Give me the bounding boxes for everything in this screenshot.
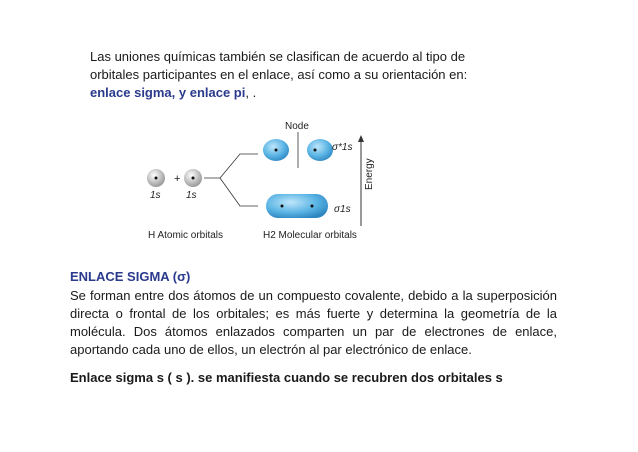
energy-label: Energy <box>364 158 375 190</box>
bonding-orbital <box>266 194 328 218</box>
bond-types-highlight: enlace sigma, y enlace pi <box>90 85 246 100</box>
sigma-description: Se forman entre dos átomos de un compuesto covalente, debido a la superposición directa o frontal de los orbitales; es más fuerte y determina la geometría de la molécula. Dos átomos enlazados comparten un par de electrones de enlace, aportando cada uno de ellos, un electrón al par electrónico de enlace. <box>70 288 557 357</box>
atomic-orbitals-caption: H Atomic orbitals <box>148 230 224 241</box>
nucleus-dot <box>192 177 195 180</box>
sigma-s-statement: Enlace sigma s ( s ). se manifiesta cuando se recubren dos orbitales s <box>70 370 503 385</box>
intro-line-1: Las uniones químicas también se clasifican de acuerdo al tipo de <box>90 49 466 64</box>
plus-sign: + <box>174 173 181 185</box>
node-label: Node <box>285 121 309 132</box>
energy-arrowhead <box>358 135 364 142</box>
molecular-orbital-diagram <box>140 118 390 248</box>
nucleus-dot <box>311 205 314 208</box>
atom-label-left: 1s <box>150 190 161 201</box>
intro-tail: , . <box>245 85 257 100</box>
bonding-label: σ1s <box>334 204 351 215</box>
intro-paragraph <box>90 48 510 102</box>
combination-line <box>204 154 258 178</box>
sigma-heading: ENLACE SIGMA (σ) <box>70 269 191 284</box>
nucleus-dot <box>275 149 278 152</box>
atom-label-right: 1s <box>186 190 197 201</box>
antibonding-label: σ*1s <box>332 142 353 153</box>
intro-line-3 <box>90 84 510 102</box>
combination-line <box>220 178 258 206</box>
nucleus-dot <box>155 177 158 180</box>
nucleus-dot <box>281 205 284 208</box>
intro-line-2: orbitales participantes en el enlace, así como a su orientación en: <box>90 67 468 82</box>
antibonding-lobe-right <box>307 139 333 161</box>
molecular-orbitals-caption: H2 Molecular orbitals <box>263 230 357 241</box>
nucleus-dot <box>314 149 317 152</box>
